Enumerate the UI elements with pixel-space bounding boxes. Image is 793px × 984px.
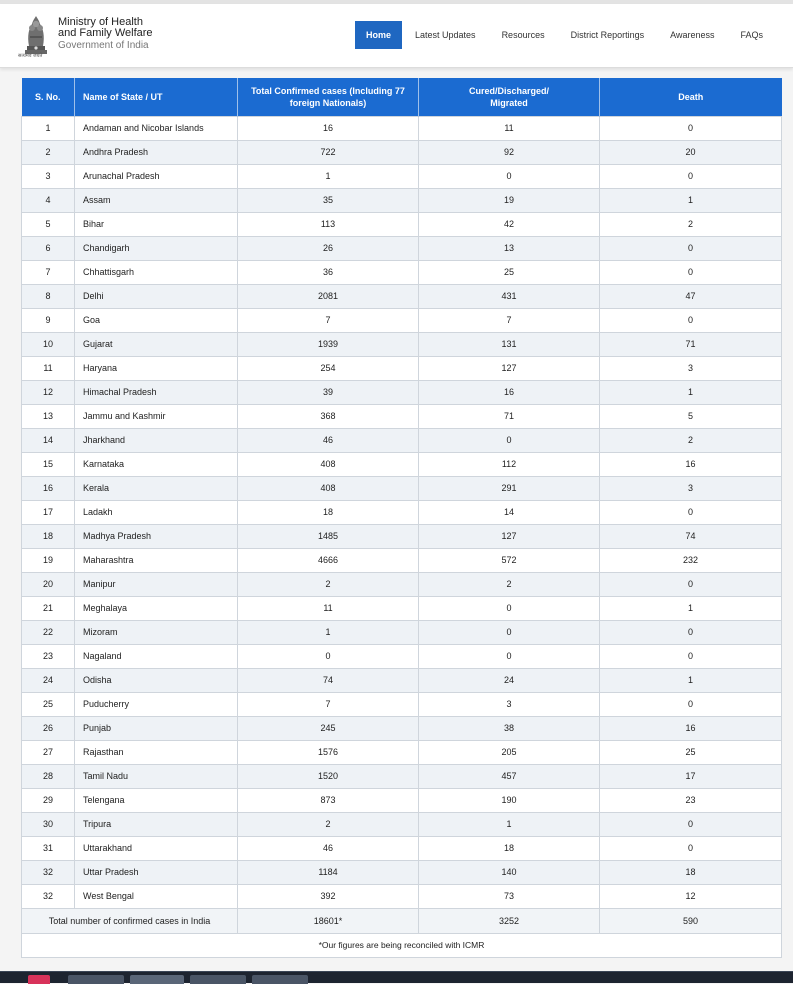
cell-sno: 26 [22,716,75,740]
cell-sno: 1 [22,116,75,140]
cell-confirmed: 16 [238,116,419,140]
cell-state: Rajasthan [75,740,238,764]
cell-death: 20 [600,140,782,164]
cell-state: Kerala [75,476,238,500]
cell-confirmed: 1576 [238,740,419,764]
table-row [22,356,782,380]
cell-death: 0 [600,644,782,668]
total-confirmed: 18601* [238,908,419,933]
cell-sno: 4 [22,188,75,212]
header-cured [419,78,600,116]
cell-state: Odisha [75,668,238,692]
cell-state: Puducherry [75,692,238,716]
cell-cured: 0 [419,164,600,188]
cell-confirmed: 392 [238,884,419,908]
table-row [22,308,782,332]
cell-confirmed: 368 [238,404,419,428]
cell-sno: 7 [22,260,75,284]
cell-cured: 13 [419,236,600,260]
nav-resources[interactable]: Resources [501,30,545,40]
cell-state: Madhya Pradesh [75,524,238,548]
cell-sno: 32 [22,860,75,884]
cell-death: 0 [600,308,782,332]
cell-state: Arunachal Pradesh [75,164,238,188]
cell-death: 16 [600,716,782,740]
table-row [22,836,782,860]
cell-sno: 9 [22,308,75,332]
cell-state: Maharashtra [75,548,238,572]
cell-death: 0 [600,620,782,644]
cell-state: Chandigarh [75,236,238,260]
cell-state: Andhra Pradesh [75,140,238,164]
table-row [22,116,782,140]
cell-state: Uttarakhand [75,836,238,860]
cell-confirmed: 35 [238,188,419,212]
header-sno: S. No. [22,78,75,116]
cell-confirmed: 2 [238,572,419,596]
cell-death: 1 [600,188,782,212]
cell-state: Nagaland [75,644,238,668]
cell-sno: 29 [22,788,75,812]
cell-death: 0 [600,812,782,836]
cell-confirmed: 2081 [238,284,419,308]
cell-sno: 8 [22,284,75,308]
table-body [22,116,782,908]
table-row [22,644,782,668]
cell-death: 1 [600,596,782,620]
cell-cured: 131 [419,332,600,356]
cell-state: Andaman and Nicobar Islands [75,116,238,140]
ministry-line-1: Ministry of Health [58,16,143,28]
cell-confirmed: 0 [238,644,419,668]
cell-confirmed: 74 [238,668,419,692]
cell-death: 17 [600,764,782,788]
table-row [22,140,782,164]
table-row [22,716,782,740]
cell-cured: 2 [419,572,600,596]
table-row [22,332,782,356]
ministry-line-2: and Family Welfare [58,27,153,39]
cell-confirmed: 1 [238,164,419,188]
cell-state: Gujarat [75,332,238,356]
cell-cured: 572 [419,548,600,572]
cell-confirmed: 408 [238,452,419,476]
cell-sno: 16 [22,476,75,500]
cell-cured: 24 [419,668,600,692]
cell-state: West Bengal [75,884,238,908]
cell-cured: 0 [419,644,600,668]
cell-confirmed: 46 [238,428,419,452]
header-death: Death [600,78,782,116]
cell-state: Mizoram [75,620,238,644]
table-row [22,188,782,212]
cell-sno: 19 [22,548,75,572]
cell-confirmed: 39 [238,380,419,404]
nav-home[interactable]: Home [355,21,402,49]
cell-state: Chhattisgarh [75,260,238,284]
cell-state: Telengana [75,788,238,812]
cell-confirmed: 4666 [238,548,419,572]
cell-death: 23 [600,788,782,812]
nav-awareness[interactable]: Awareness [670,30,715,40]
table-row [22,524,782,548]
cell-sno: 17 [22,500,75,524]
cell-state: Tamil Nadu [75,764,238,788]
state-cases-table [21,78,782,958]
cell-sno: 20 [22,572,75,596]
cell-confirmed: 1939 [238,332,419,356]
cell-sno: 24 [22,668,75,692]
total-death: 590 [600,908,782,933]
cell-cured: 3 [419,692,600,716]
cell-state: Karnataka [75,452,238,476]
cell-state: Uttar Pradesh [75,860,238,884]
cell-death: 18 [600,860,782,884]
cell-state: Meghalaya [75,596,238,620]
table-row [22,452,782,476]
table-row [22,740,782,764]
nav-faqs[interactable]: FAQs [740,30,763,40]
table-row [22,500,782,524]
cell-sno: 25 [22,692,75,716]
cell-sno: 10 [22,332,75,356]
cell-sno: 14 [22,428,75,452]
table-row [22,572,782,596]
header-confirmed-line2: foreign Nationals) [289,97,367,108]
cell-confirmed: 254 [238,356,419,380]
total-cured: 3252 [419,908,600,933]
cell-state: Jammu and Kashmir [75,404,238,428]
state-cases-table-container [21,78,781,958]
cell-cured: 127 [419,356,600,380]
cell-death: 74 [600,524,782,548]
cell-cured: 25 [419,260,600,284]
header-state: Name of State / UT [75,78,238,116]
cell-sno: 15 [22,452,75,476]
cell-death: 0 [600,692,782,716]
cell-death: 0 [600,236,782,260]
cell-cured: 112 [419,452,600,476]
emblem-caption: सत्यमेव जयते [18,53,43,59]
cell-sno: 6 [22,236,75,260]
cell-confirmed: 2 [238,812,419,836]
cell-death: 12 [600,884,782,908]
header-confirmed [238,78,419,116]
total-row [22,908,782,933]
cell-cured: 457 [419,764,600,788]
cell-confirmed: 11 [238,596,419,620]
government-line: Government of India [58,40,149,51]
cell-state: Manipur [75,572,238,596]
cell-death: 0 [600,260,782,284]
table-row [22,380,782,404]
cell-cured: 42 [419,212,600,236]
os-taskbar [0,971,793,983]
cell-confirmed: 1184 [238,860,419,884]
cell-sno: 13 [22,404,75,428]
table-row [22,812,782,836]
cell-state: Punjab [75,716,238,740]
cell-sno: 32 [22,884,75,908]
cell-death: 1 [600,380,782,404]
cell-sno: 22 [22,620,75,644]
cell-cured: 0 [419,596,600,620]
cell-death: 16 [600,452,782,476]
cell-confirmed: 36 [238,260,419,284]
cell-confirmed: 113 [238,212,419,236]
cell-confirmed: 873 [238,788,419,812]
cell-confirmed: 1485 [238,524,419,548]
cell-death: 1 [600,668,782,692]
table-row [22,668,782,692]
cell-cured: 127 [419,524,600,548]
cell-sno: 12 [22,380,75,404]
cell-state: Haryana [75,356,238,380]
cell-cured: 291 [419,476,600,500]
cell-confirmed: 46 [238,836,419,860]
ministry-title[interactable] [58,17,153,51]
cell-sno: 5 [22,212,75,236]
note-row [22,933,782,957]
cell-sno: 3 [22,164,75,188]
table-row [22,764,782,788]
table-row [22,476,782,500]
cell-cured: 140 [419,860,600,884]
cell-death: 25 [600,740,782,764]
cell-state: Delhi [75,284,238,308]
table-row [22,692,782,716]
main-nav [355,21,776,49]
cell-state: Tripura [75,812,238,836]
nav-latest-updates[interactable]: Latest Updates [415,30,476,40]
cell-death: 2 [600,212,782,236]
cell-confirmed: 408 [238,476,419,500]
cell-confirmed: 1 [238,620,419,644]
cell-state: Bihar [75,212,238,236]
table-row [22,284,782,308]
table-row [22,236,782,260]
cell-cured: 73 [419,884,600,908]
cell-confirmed: 26 [238,236,419,260]
cell-death: 3 [600,356,782,380]
cell-cured: 7 [419,308,600,332]
cell-confirmed: 1520 [238,764,419,788]
cell-cured: 92 [419,140,600,164]
cell-cured: 0 [419,428,600,452]
cell-sno: 31 [22,836,75,860]
cell-cured: 71 [419,404,600,428]
cell-death: 71 [600,332,782,356]
cell-death: 0 [600,164,782,188]
cell-death: 2 [600,428,782,452]
cell-death: 47 [600,284,782,308]
cell-confirmed: 245 [238,716,419,740]
cell-death: 0 [600,116,782,140]
table-row [22,788,782,812]
cell-sno: 27 [22,740,75,764]
table-row [22,260,782,284]
cell-death: 232 [600,548,782,572]
cell-state: Himachal Pradesh [75,380,238,404]
cell-sno: 28 [22,764,75,788]
cell-cured: 18 [419,836,600,860]
cell-death: 0 [600,500,782,524]
cell-confirmed: 7 [238,308,419,332]
cell-state: Jharkhand [75,428,238,452]
table-row [22,164,782,188]
cell-sno: 21 [22,596,75,620]
header-confirmed-line1: Total Confirmed cases (Including 77 [251,85,405,96]
cell-sno: 23 [22,644,75,668]
cell-death: 0 [600,572,782,596]
cell-confirmed: 722 [238,140,419,164]
table-row [22,860,782,884]
cell-cured: 38 [419,716,600,740]
cell-cured: 19 [419,188,600,212]
table-header-row [22,78,782,116]
cell-state: Assam [75,188,238,212]
cell-cured: 11 [419,116,600,140]
cell-cured: 431 [419,284,600,308]
cell-cured: 0 [419,620,600,644]
total-label: Total number of confirmed cases in India [22,908,238,933]
cell-cured: 1 [419,812,600,836]
table-row [22,428,782,452]
cell-confirmed: 18 [238,500,419,524]
header-cured-line1: Cured/Discharged/ [468,85,550,96]
header-cured-line2: Migrated [490,97,528,108]
cell-death: 0 [600,836,782,860]
table-row [22,548,782,572]
cell-cured: 14 [419,500,600,524]
nav-district-reportings[interactable]: District Reportings [570,30,645,40]
table-row [22,884,782,908]
cell-cured: 205 [419,740,600,764]
cell-cured: 190 [419,788,600,812]
cell-sno: 30 [22,812,75,836]
cell-cured: 16 [419,380,600,404]
table-row [22,404,782,428]
cell-sno: 11 [22,356,75,380]
table-row [22,212,782,236]
cell-sno: 2 [22,140,75,164]
table-row [22,596,782,620]
cell-state: Ladakh [75,500,238,524]
icmr-note: *Our figures are being reconciled with ICMR [22,933,782,957]
cell-state: Goa [75,308,238,332]
cell-confirmed: 7 [238,692,419,716]
cell-death: 3 [600,476,782,500]
table-row [22,620,782,644]
cell-death: 5 [600,404,782,428]
site-header [0,4,793,68]
cell-sno: 18 [22,524,75,548]
